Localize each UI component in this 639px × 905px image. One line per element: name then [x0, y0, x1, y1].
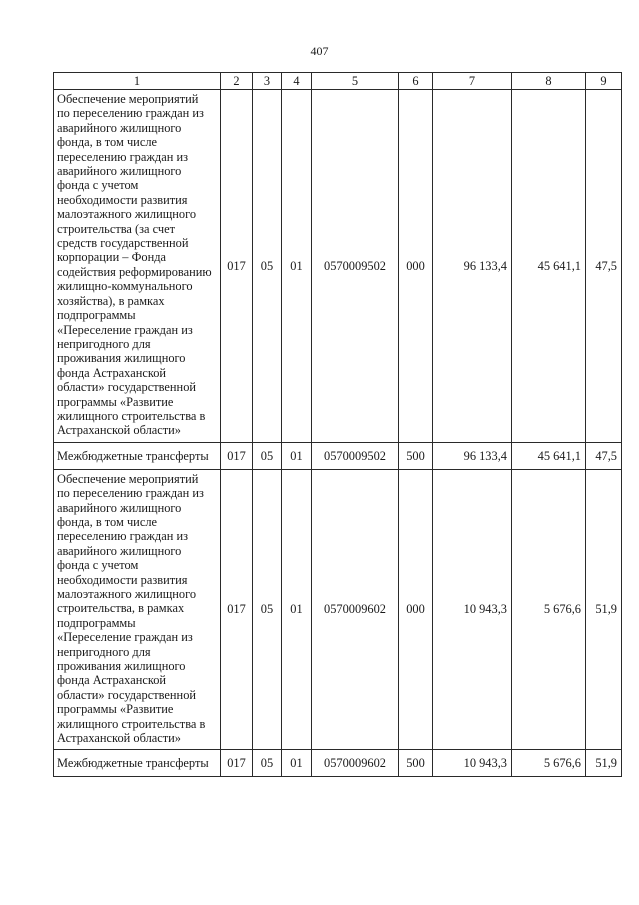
table-row	[54, 750, 622, 777]
description-line: жилищного строительства в	[57, 716, 206, 731]
description-line: аварийного жилищного	[57, 164, 182, 179]
cell-col9-percent: 51,9	[586, 750, 622, 777]
description-line: необходимости развития	[57, 192, 188, 207]
header-cell-2: 2	[221, 73, 253, 90]
description-line: малоэтажного жилищного	[57, 587, 197, 601]
cell-expense-type: 000	[399, 90, 433, 443]
description-line: необходимости развития	[57, 572, 188, 587]
row-description: Межбюджетные трансферты	[54, 442, 221, 469]
cell-target-article: 0570009602	[312, 750, 399, 777]
header-cell-4: 4	[282, 73, 312, 90]
row-description: Межбюджетные трансферты	[54, 750, 221, 777]
cell-col9-percent: 47,5	[586, 442, 622, 469]
cell-expense-type: 000	[399, 469, 433, 750]
cell-col8-amount: 5 676,6	[512, 750, 586, 777]
description-line: подпрограммы	[57, 615, 136, 630]
cell-col7-amount: 10 943,3	[433, 469, 512, 750]
cell-target-article: 0570009502	[312, 442, 399, 469]
description-line: средств государственной	[57, 236, 189, 251]
description-line: фонда, в том числе	[57, 135, 157, 150]
cell-target-article: 0570009502	[312, 90, 399, 443]
cell-col9-percent: 51,9	[586, 469, 622, 750]
budget-table	[53, 72, 622, 777]
table-header-row	[54, 73, 622, 90]
description-line: жилищного строительства в	[57, 408, 206, 423]
cell-col7-amount: 96 133,4	[433, 442, 512, 469]
description-line: по переселению граждан из	[57, 486, 204, 501]
description-line: Астраханской области»	[57, 731, 181, 746]
description-line: жилищно-коммунального	[57, 279, 193, 294]
description-line: подпрограммы	[57, 308, 136, 323]
description-line: программы «Развитие	[57, 702, 174, 717]
description-line: программы «Развитие	[57, 394, 174, 409]
description-line: малоэтажного жилищного	[57, 207, 197, 222]
description-line: переселению граждан из	[57, 149, 188, 164]
description-line: области» государственной	[57, 380, 197, 395]
cell-col8-amount: 5 676,6	[512, 469, 586, 750]
header-cell-8: 8	[512, 73, 586, 90]
header-cell-5: 5	[312, 73, 399, 90]
header-cell-3: 3	[253, 73, 282, 90]
cell-col9-percent: 47,5	[586, 90, 622, 443]
description-line: «Переселение граждан из	[57, 322, 193, 337]
cell-admin-code: 017	[221, 469, 253, 750]
description-line: непригодного для	[57, 644, 151, 659]
cell-section: 05	[253, 469, 282, 750]
table-row	[54, 469, 622, 750]
row-description	[54, 469, 221, 750]
header-cell-7: 7	[433, 73, 512, 90]
description-line: Астраханской области»	[57, 423, 181, 438]
cell-section: 05	[253, 90, 282, 443]
cell-col8-amount: 45 641,1	[512, 442, 586, 469]
cell-expense-type: 500	[399, 750, 433, 777]
description-line: «Переселение граждан из	[57, 630, 193, 645]
description-line: аварийного жилищного	[57, 543, 182, 558]
header-cell-1: 1	[54, 73, 221, 90]
description-line: проживания жилищного	[57, 351, 186, 366]
page-number: 407	[310, 44, 329, 58]
description-line: аварийного жилищного	[57, 120, 182, 135]
cell-subsection: 01	[282, 90, 312, 443]
description-line: по переселению граждан из	[57, 106, 204, 121]
row-description	[54, 90, 221, 443]
cell-admin-code: 017	[221, 442, 253, 469]
description-line: фонда с учетом	[57, 178, 139, 193]
cell-col8-amount: 45 641,1	[512, 90, 586, 443]
header-cell-9: 9	[586, 73, 622, 90]
cell-admin-code: 017	[221, 90, 253, 443]
description-line: фонда, в том числе	[57, 514, 157, 529]
table-row	[54, 442, 622, 469]
description-line: фонда Астраханской	[57, 365, 167, 380]
description-line: Обеспечение мероприятий	[57, 92, 199, 106]
cell-section: 05	[253, 442, 282, 469]
description-line: непригодного для	[57, 336, 151, 351]
cell-admin-code: 017	[221, 750, 253, 777]
description-line: строительства, в рамках	[57, 601, 185, 616]
cell-expense-type: 500	[399, 442, 433, 469]
cell-subsection: 01	[282, 442, 312, 469]
cell-col7-amount: 10 943,3	[433, 750, 512, 777]
description-line: фонда с учетом	[57, 558, 139, 573]
description-line: хозяйства), в рамках	[57, 293, 165, 308]
description-line: аварийного жилищного	[57, 500, 182, 515]
description-line: корпорации – Фонда	[57, 250, 167, 265]
table-row	[54, 90, 622, 443]
cell-target-article: 0570009602	[312, 469, 399, 750]
description-line: проживания жилищного	[57, 659, 186, 674]
cell-col7-amount: 96 133,4	[433, 90, 512, 443]
description-line: фонда Астраханской	[57, 673, 167, 688]
cell-section: 05	[253, 750, 282, 777]
description-line: области» государственной	[57, 687, 197, 702]
description-line: содействия реформированию	[57, 264, 212, 279]
description-line: переселению граждан из	[57, 529, 188, 544]
cell-subsection: 01	[282, 469, 312, 750]
header-cell-6: 6	[399, 73, 433, 90]
description-line: строительства (за счет	[57, 221, 176, 236]
cell-subsection: 01	[282, 750, 312, 777]
description-line: Обеспечение мероприятий	[57, 471, 199, 486]
